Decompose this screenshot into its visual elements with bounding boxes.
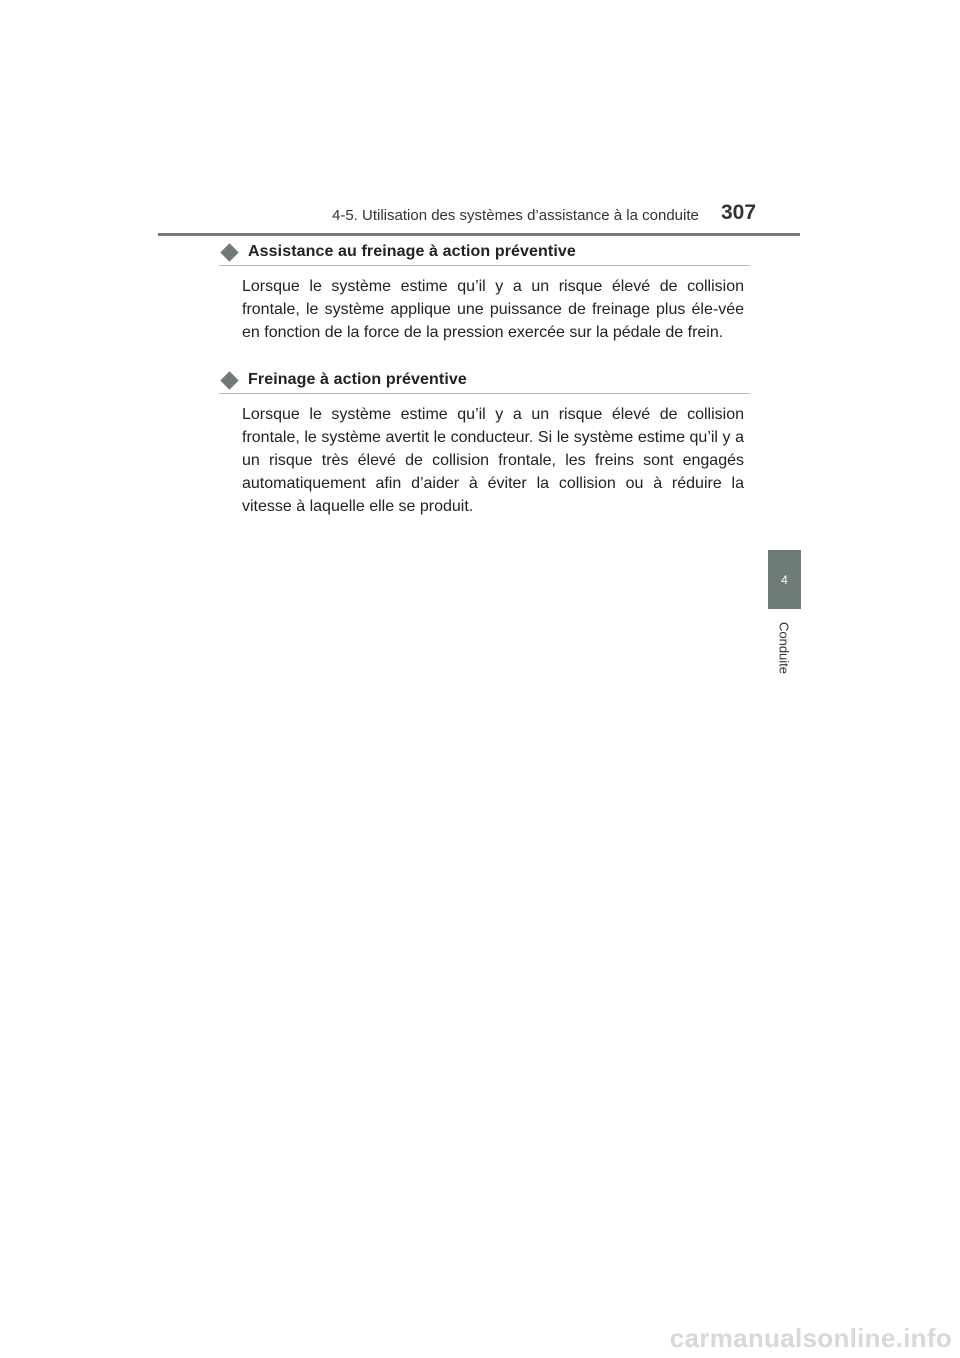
section-preventive-braking [219, 367, 750, 518]
watermark: carmanualsonline.info [669, 1323, 952, 1353]
section-body: Lorsque le système estime qu’il y a un risque élevé de collision frontale, le système applique une puissance de freinage plus éle-vée en fonction de la force de la pression exercée sur la pédale de frein. [242, 278, 744, 341]
section-title: Assistance au freinage à action préventive [248, 243, 576, 260]
diamond-bullet-icon [220, 371, 238, 389]
chapter-title: 4-5. Utilisation des systèmes d’assistance à la conduite [332, 207, 699, 224]
section-heading [219, 367, 750, 394]
section-body: Lorsque le système estime qu’il y a un risque élevé de collision frontale, le système avertit le conducteur. Si le système estime qu’il y a un risque très élevé de collision frontale, les freins sont engagés automatiquement afin d’aider à éviter la collision ou à réduire la vitesse à laquelle elle se produit. [242, 406, 744, 515]
header-rule [158, 233, 800, 236]
page-number: 307 [721, 201, 757, 224]
chapter-tab-number: 4 [781, 572, 788, 587]
section-title: Freinage à action préventive [248, 371, 467, 388]
diamond-bullet-icon [220, 243, 238, 261]
chapter-tab-label: Conduite [776, 621, 792, 675]
section-brake-assist [219, 239, 750, 344]
section-heading [219, 239, 750, 266]
chapter-tab[interactable] [768, 550, 801, 609]
